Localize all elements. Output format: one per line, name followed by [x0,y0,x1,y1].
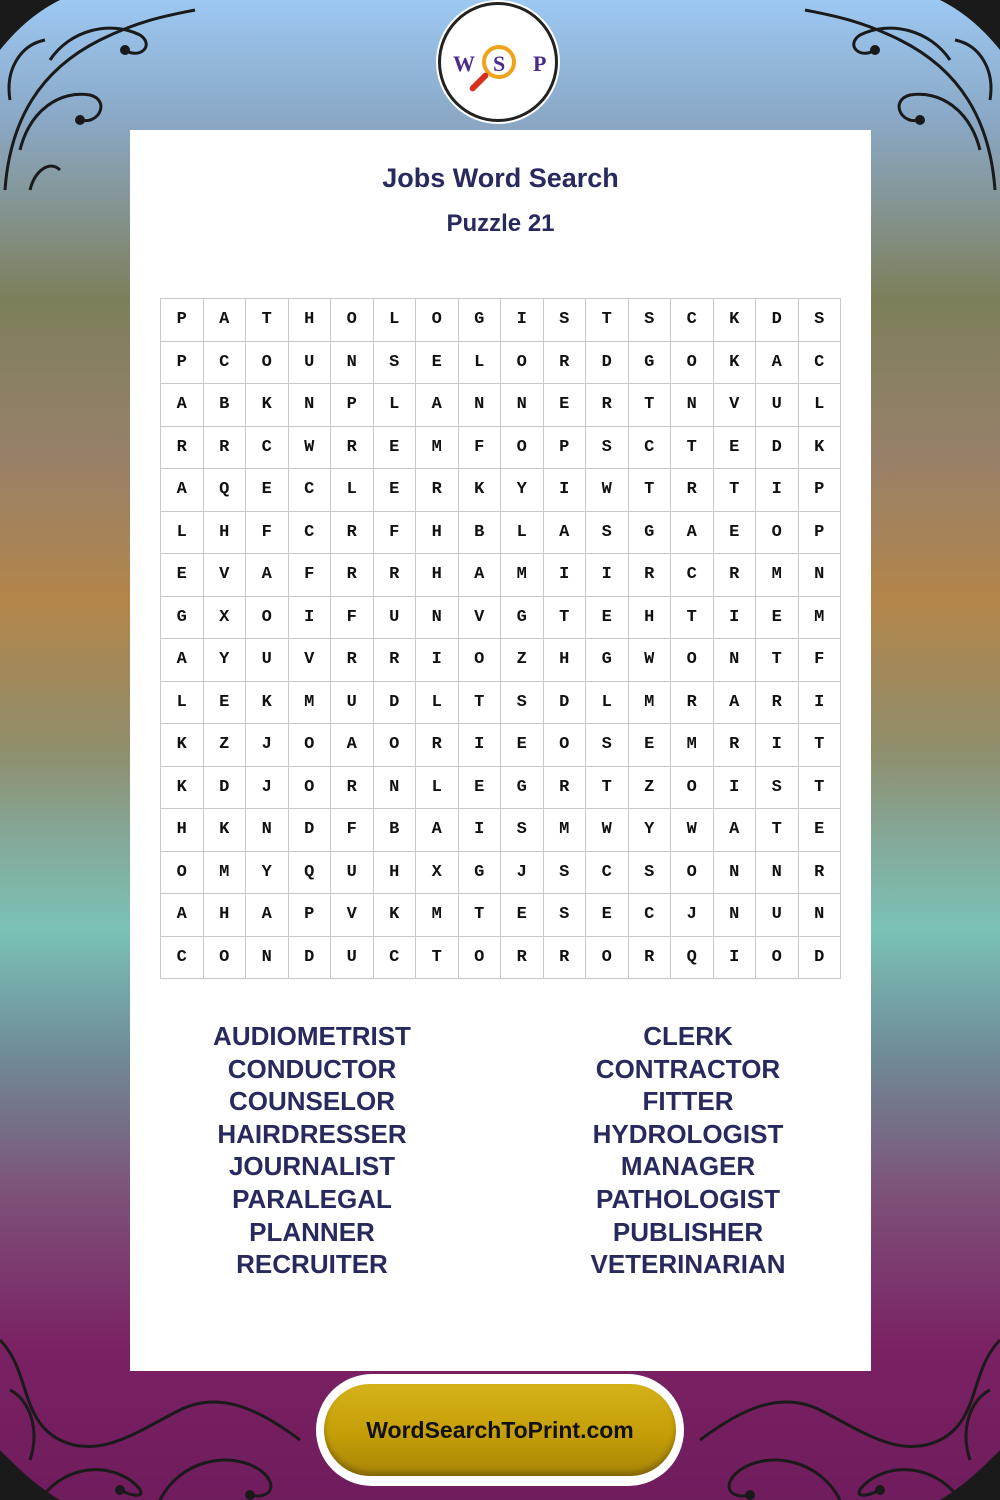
grid-cell[interactable]: C [671,299,714,342]
grid-cell[interactable]: O [161,852,204,895]
grid-cell[interactable]: I [714,597,757,640]
grid-cell[interactable]: P [331,384,374,427]
grid-cell[interactable]: H [416,512,459,555]
grid-cell[interactable]: E [374,469,417,512]
grid-cell[interactable]: E [204,682,247,725]
grid-cell[interactable]: S [501,809,544,852]
grid-cell[interactable]: R [629,554,672,597]
grid-cell[interactable]: R [161,427,204,470]
word-list-right-column [538,1020,838,1281]
logo-letter-w: W [453,51,475,76]
grid-cell[interactable]: L [374,384,417,427]
grid-cell[interactable]: D [799,937,842,980]
grid-cell[interactable]: A [161,894,204,937]
grid-cell[interactable]: O [671,639,714,682]
grid-cell[interactable]: U [331,852,374,895]
grid-cell[interactable]: P [161,342,204,385]
grid-cell[interactable]: O [544,724,587,767]
grid-cell[interactable]: E [544,384,587,427]
grid-cell[interactable]: O [501,342,544,385]
grid-cell[interactable]: D [756,427,799,470]
grid-cell[interactable]: K [714,342,757,385]
grid-cell[interactable]: R [331,767,374,810]
grid-cell[interactable]: O [204,937,247,980]
grid-cell[interactable]: A [416,384,459,427]
grid-cell[interactable]: Y [246,852,289,895]
grid-cell[interactable]: S [799,299,842,342]
grid-cell[interactable]: I [586,554,629,597]
grid-cell[interactable]: A [756,342,799,385]
grid-cell[interactable]: A [204,299,247,342]
grid-cell[interactable]: E [586,597,629,640]
grid-cell[interactable]: O [289,767,332,810]
grid-cell[interactable]: K [204,809,247,852]
grid-cell[interactable]: M [501,554,544,597]
grid-cell[interactable]: M [416,894,459,937]
grid-cell[interactable]: N [246,937,289,980]
grid-cell[interactable]: A [161,639,204,682]
grid-cell[interactable]: M [416,427,459,470]
grid-cell[interactable]: W [289,427,332,470]
grid-cell[interactable]: L [416,767,459,810]
grid-cell[interactable]: N [799,554,842,597]
grid-cell[interactable]: J [501,852,544,895]
grid-cell[interactable]: A [416,809,459,852]
grid-cell[interactable]: V [289,639,332,682]
grid-cell[interactable]: T [586,299,629,342]
grid-cell[interactable]: U [289,342,332,385]
grid-cell[interactable]: L [416,682,459,725]
grid-cell[interactable]: M [629,682,672,725]
word-list-item: COUNSELOR [228,1086,396,1117]
word-list-item: PATHOLOGIST [596,1183,780,1214]
grid-cell[interactable]: U [331,682,374,725]
grid-cell[interactable]: U [756,894,799,937]
grid-cell[interactable]: N [459,384,502,427]
grid-cell[interactable]: I [756,724,799,767]
word-list-item: RECRUITER [236,1249,388,1280]
grid-cell[interactable]: N [671,384,714,427]
grid-cell[interactable]: T [459,682,502,725]
word-list-item: AUDIOMETRIST [213,1021,411,1051]
grid-cell[interactable]: I [756,469,799,512]
grid-cell[interactable]: Y [204,639,247,682]
grid-cell[interactable]: L [501,512,544,555]
grid-cell[interactable]: R [416,469,459,512]
grid-cell[interactable]: O [586,937,629,980]
grid-cell[interactable]: O [501,427,544,470]
grid-cell[interactable]: R [799,852,842,895]
grid-cell[interactable]: A [544,512,587,555]
grid-cell[interactable]: H [629,597,672,640]
grid-cell[interactable]: O [331,299,374,342]
grid-cell[interactable]: E [714,512,757,555]
grid-cell[interactable]: M [289,682,332,725]
grid-cell[interactable]: O [756,512,799,555]
grid-cell[interactable]: V [714,384,757,427]
grid-cell[interactable]: T [246,299,289,342]
grid-cell[interactable]: K [246,682,289,725]
grid-cell[interactable]: C [629,427,672,470]
grid-cell[interactable]: D [289,937,332,980]
grid-cell[interactable]: R [374,639,417,682]
grid-cell[interactable]: O [671,342,714,385]
logo-letter-p: P [533,51,547,76]
word-list-item: HYDROLOGIST [592,1118,784,1149]
grid-cell[interactable]: I [459,809,502,852]
grid-cell[interactable]: N [714,639,757,682]
grid-cell[interactable]: S [544,299,587,342]
grid-cell[interactable]: N [501,384,544,427]
grid-cell[interactable]: V [459,597,502,640]
grid-cell[interactable]: L [161,512,204,555]
grid-cell[interactable]: L [374,299,417,342]
grid-cell[interactable]: P [161,299,204,342]
grid-cell[interactable]: A [714,682,757,725]
word-list-item: CLERK [643,1021,733,1051]
grid-cell[interactable]: R [544,767,587,810]
grid-cell[interactable]: S [586,427,629,470]
puzzle-panel [130,130,871,1371]
grid-cell[interactable]: O [756,937,799,980]
grid-cell[interactable]: K [799,427,842,470]
grid-cell[interactable]: R [374,554,417,597]
word-list-item: MANAGER [620,1151,756,1182]
website-link-button[interactable] [316,1374,684,1486]
word-list-item: PARALEGAL [232,1183,392,1214]
grid-cell[interactable]: C [586,852,629,895]
grid-cell[interactable]: R [714,554,757,597]
grid-cell[interactable]: F [459,427,502,470]
grid-cell[interactable]: J [246,724,289,767]
grid-cell[interactable]: L [799,384,842,427]
grid-cell[interactable]: M [671,724,714,767]
word-list-item: CONDUCTOR [227,1053,397,1084]
grid-cell[interactable]: R [331,554,374,597]
grid-cell[interactable]: D [374,682,417,725]
word-list-left-column [162,1020,462,1281]
grid-cell[interactable]: M [544,809,587,852]
grid-cell[interactable]: C [799,342,842,385]
grid-cell[interactable]: K [161,767,204,810]
grid-cell[interactable]: D [544,682,587,725]
grid-cell[interactable]: T [799,724,842,767]
grid-cell[interactable]: P [799,512,842,555]
grid-cell[interactable]: C [289,469,332,512]
grid-cell[interactable]: T [544,597,587,640]
grid-cell[interactable]: R [586,384,629,427]
grid-cell[interactable]: C [246,427,289,470]
grid-cell[interactable]: G [501,767,544,810]
grid-cell[interactable]: A [714,809,757,852]
grid-cell[interactable]: M [756,554,799,597]
grid-cell[interactable]: D [586,342,629,385]
grid-cell[interactable]: G [459,299,502,342]
grid-cell[interactable]: Z [501,639,544,682]
grid-cell[interactable]: O [416,299,459,342]
grid-cell[interactable]: A [161,384,204,427]
grid-cell[interactable]: O [459,639,502,682]
grid-cell[interactable]: K [246,384,289,427]
grid-cell[interactable]: P [289,894,332,937]
grid-cell[interactable]: Q [289,852,332,895]
grid-cell[interactable]: D [756,299,799,342]
grid-cell[interactable]: B [204,384,247,427]
grid-cell[interactable]: L [586,682,629,725]
grid-cell[interactable]: A [671,512,714,555]
grid-cell[interactable]: U [374,597,417,640]
grid-cell[interactable]: B [459,512,502,555]
grid-cell[interactable]: N [416,597,459,640]
grid-cell[interactable]: N [289,384,332,427]
grid-cell[interactable]: G [459,852,502,895]
grid-cell[interactable]: E [501,894,544,937]
grid-cell[interactable]: B [374,809,417,852]
grid-cell[interactable]: C [289,512,332,555]
grid-cell[interactable]: R [331,512,374,555]
grid-cell[interactable]: O [459,937,502,980]
grid-cell[interactable]: D [204,767,247,810]
grid-cell[interactable]: R [544,937,587,980]
logo-letter-s: S [493,51,506,76]
grid-cell[interactable]: S [756,767,799,810]
grid-cell[interactable]: R [501,937,544,980]
grid-cell[interactable]: R [416,724,459,767]
grid-cell[interactable]: Q [671,937,714,980]
grid-cell[interactable]: H [204,512,247,555]
grid-cell[interactable]: I [714,767,757,810]
grid-cell[interactable]: W [629,639,672,682]
grid-cell[interactable]: A [246,554,289,597]
word-list-item: VETERINARIAN [590,1249,786,1280]
grid-cell[interactable]: T [586,767,629,810]
grid-cell[interactable]: E [629,724,672,767]
word-list-item: PLANNER [249,1216,375,1247]
grid-cell[interactable]: U [331,937,374,980]
grid-cell[interactable]: R [671,469,714,512]
grid-cell[interactable]: N [246,809,289,852]
grid-cell[interactable]: X [204,597,247,640]
grid-cell[interactable]: T [629,469,672,512]
grid-cell[interactable]: F [246,512,289,555]
grid-cell[interactable]: M [204,852,247,895]
grid-cell[interactable]: V [204,554,247,597]
grid-cell[interactable]: A [161,469,204,512]
grid-cell[interactable]: E [459,767,502,810]
puzzle-number: Puzzle 21 [446,210,555,237]
grid-cell[interactable]: I [416,639,459,682]
grid-cell[interactable]: S [586,512,629,555]
grid-cell[interactable]: F [374,512,417,555]
grid-cell[interactable]: I [459,724,502,767]
grid-cell[interactable]: R [671,682,714,725]
grid-cell[interactable]: R [331,639,374,682]
grid-cell[interactable]: H [374,852,417,895]
grid-cell[interactable]: D [289,809,332,852]
grid-cell[interactable]: G [161,597,204,640]
grid-cell[interactable]: S [629,299,672,342]
grid-cell[interactable]: P [799,469,842,512]
grid-cell[interactable]: H [161,809,204,852]
grid-cell[interactable]: N [374,767,417,810]
grid-cell[interactable]: K [714,299,757,342]
grid-cell[interactable]: U [246,639,289,682]
grid-cell[interactable]: I [501,299,544,342]
grid-cell[interactable]: R [204,427,247,470]
word-list-item: CONTRACTOR [595,1053,781,1084]
grid-cell[interactable]: R [331,427,374,470]
grid-cell[interactable]: A [246,894,289,937]
grid-cell[interactable]: L [331,469,374,512]
grid-cell[interactable]: A [331,724,374,767]
grid-cell[interactable]: N [714,852,757,895]
grid-cell[interactable]: H [416,554,459,597]
grid-cell[interactable]: R [629,937,672,980]
grid-cell[interactable]: U [756,384,799,427]
grid-cell[interactable]: O [671,767,714,810]
website-link-label: WordSearchToPrint.com [366,1416,634,1443]
grid-cell[interactable]: K [161,724,204,767]
grid-cell[interactable]: T [799,767,842,810]
grid-cell[interactable]: X [416,852,459,895]
letter-grid [160,298,841,979]
grid-cell[interactable]: S [586,724,629,767]
grid-cell[interactable]: W [586,809,629,852]
grid-cell[interactable]: E [586,894,629,937]
word-list-item: FITTER [642,1086,734,1117]
word-list-item: JOURNALIST [228,1151,396,1182]
grid-cell[interactable]: R [544,342,587,385]
grid-cell[interactable]: I [714,937,757,980]
grid-cell[interactable]: I [799,682,842,725]
grid-cell[interactable]: L [161,682,204,725]
grid-cell[interactable]: C [629,894,672,937]
grid-cell[interactable]: G [629,512,672,555]
grid-cell[interactable]: C [204,342,247,385]
grid-cell[interactable]: I [544,554,587,597]
grid-cell[interactable]: O [671,852,714,895]
grid-cell[interactable]: V [331,894,374,937]
grid-cell[interactable]: Z [629,767,672,810]
grid-cell[interactable]: T [671,597,714,640]
grid-cell[interactable]: S [544,852,587,895]
grid-cell[interactable]: P [544,427,587,470]
grid-cell[interactable]: E [161,554,204,597]
grid-cell[interactable]: A [459,554,502,597]
grid-cell[interactable]: F [799,639,842,682]
grid-cell[interactable]: T [629,384,672,427]
grid-cell[interactable]: N [714,894,757,937]
grid-cell[interactable]: Y [629,809,672,852]
grid-cell[interactable]: J [671,894,714,937]
grid-cell[interactable]: Q [204,469,247,512]
grid-cell[interactable]: S [501,682,544,725]
grid-cell[interactable]: T [756,639,799,682]
grid-cell[interactable]: H [204,894,247,937]
grid-cell[interactable]: R [756,682,799,725]
grid-cell[interactable]: E [246,469,289,512]
grid-cell[interactable]: Z [204,724,247,767]
grid-cell[interactable]: S [544,894,587,937]
grid-cell[interactable]: E [756,597,799,640]
grid-cell[interactable]: C [671,554,714,597]
grid-cell[interactable]: E [501,724,544,767]
grid-cell[interactable]: M [799,597,842,640]
grid-cell[interactable]: F [289,554,332,597]
grid-cell[interactable]: F [331,597,374,640]
grid-cell[interactable]: T [714,469,757,512]
grid-cell[interactable]: T [416,937,459,980]
grid-cell[interactable]: E [714,427,757,470]
grid-cell[interactable]: G [629,342,672,385]
grid-cell[interactable]: T [459,894,502,937]
grid-cell[interactable]: H [289,299,332,342]
grid-cell[interactable]: T [756,809,799,852]
grid-cell[interactable]: N [331,342,374,385]
grid-cell[interactable]: G [586,639,629,682]
grid-cell[interactable]: K [374,894,417,937]
grid-cell[interactable]: O [374,724,417,767]
grid-cell[interactable]: S [629,852,672,895]
grid-cell[interactable]: W [671,809,714,852]
grid-cell[interactable]: I [544,469,587,512]
grid-cell[interactable]: O [246,342,289,385]
website-link-pill[interactable] [324,1384,676,1476]
grid-cell[interactable]: R [714,724,757,767]
grid-cell[interactable]: N [756,852,799,895]
grid-cell[interactable]: N [799,894,842,937]
grid-cell[interactable]: G [501,597,544,640]
grid-cell[interactable]: C [374,937,417,980]
grid-cell[interactable]: K [459,469,502,512]
grid-cell[interactable]: T [671,427,714,470]
grid-cell[interactable]: Y [501,469,544,512]
grid-cell[interactable]: O [246,597,289,640]
grid-cell[interactable]: C [161,937,204,980]
site-logo[interactable] [438,2,558,122]
grid-cell[interactable]: E [374,427,417,470]
grid-cell[interactable]: L [459,342,502,385]
grid-cell[interactable]: I [289,597,332,640]
grid-cell[interactable]: O [289,724,332,767]
grid-cell[interactable]: H [544,639,587,682]
page-title: Jobs Word Search [382,163,619,193]
grid-cell[interactable]: W [586,469,629,512]
grid-cell[interactable]: J [246,767,289,810]
grid-cell[interactable]: S [374,342,417,385]
grid-cell[interactable]: E [416,342,459,385]
word-list-item: HAIRDRESSER [217,1118,407,1149]
word-list-item: PUBLISHER [612,1216,764,1247]
grid-cell[interactable]: F [331,809,374,852]
grid-cell[interactable]: E [799,809,842,852]
